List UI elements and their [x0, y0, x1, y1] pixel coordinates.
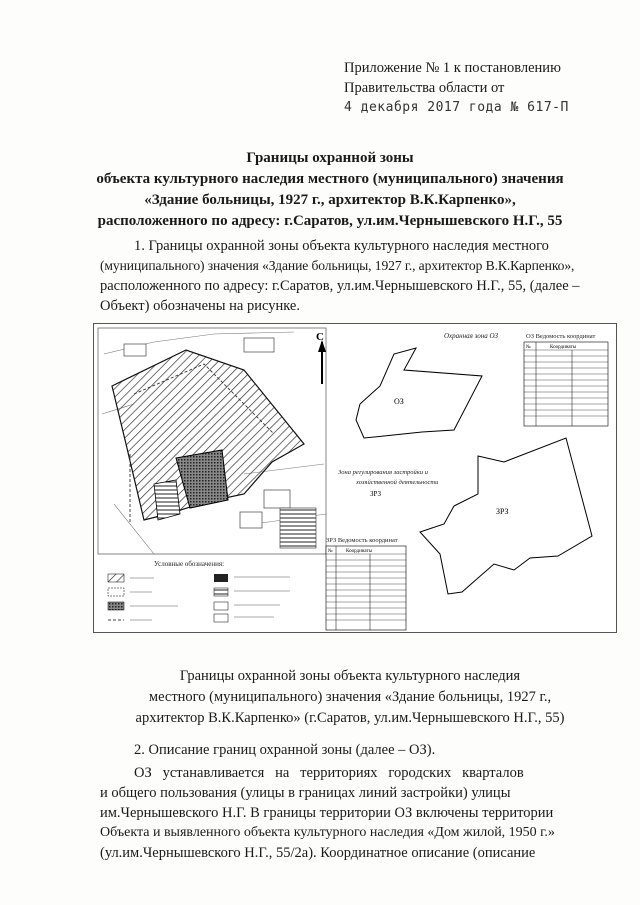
map-legend	[108, 560, 290, 622]
oz-coordinates-table	[524, 333, 608, 426]
appendix-line-1: Приложение № 1 к постановлению	[344, 60, 561, 76]
caption-line-3: архитектор В.К.Карпенко» (г.Саратов, ул.им.Чернышевского Н.Г., 55)	[135, 710, 565, 726]
site-plan	[98, 328, 326, 554]
section-2-line-3: им.Чернышевского Н.Г. В границы территории ОЗ включены территории	[100, 805, 554, 821]
zrz-table-header-number: №	[328, 549, 333, 554]
document-title	[60, 148, 600, 232]
appendix-header	[344, 58, 624, 118]
section-2-paragraph	[100, 740, 598, 863]
section-1-line-4: Объект) обозначены на рисунке.	[100, 298, 300, 314]
appendix-date-stamp: 4 декабря 2017 года № 617-П	[344, 100, 569, 115]
zrz-table-header-coords: Координаты	[346, 549, 373, 554]
section-1-line-2: (муниципального) значения «Здание больницы, 1927 г., архитектор В.К.Карпенко»,	[100, 258, 575, 273]
section-1-line-3: расположенного по адресу: г.Саратов, ул.им.Чернышевского Н.Г., 55, (далее –	[100, 278, 580, 294]
title-line-3: «Здание больницы, 1927 г., архитектор В.К.Карпенко»,	[144, 192, 516, 208]
zrz-zone-label: ЗРЗ	[496, 507, 509, 516]
section-2-line-2: и общего пользования (улицы в границах линий застройки) улицы	[100, 785, 511, 801]
oz-zone-label: ОЗ	[394, 397, 404, 406]
oz-outline-title: Охранная зона ОЗ	[444, 332, 498, 340]
section-2-line-1: ОЗ устанавливается на территориях городских кварталов	[134, 765, 524, 781]
oz-table-title: ОЗ Ведомость координат	[526, 333, 596, 340]
title-line-4: расположенного по адресу: г.Саратов, ул.им.Чернышевского Н.Г., 55	[97, 213, 563, 229]
boundary-map-drawing	[94, 324, 616, 632]
section-2-line-4: Объекта и выявленного объекта культурного наследия «Дом жилой, 1950 г.»	[100, 825, 555, 840]
zrz-title-line-1: Зона регулирования застройки и	[338, 469, 428, 476]
figure-caption	[100, 666, 600, 729]
title-line-1: Границы охранной зоны	[246, 150, 414, 166]
appendix-line-2: Правительства области от	[344, 80, 505, 96]
oz-table-header-number: №	[526, 345, 531, 350]
oz-boundary-outline	[356, 332, 499, 438]
caption-line-2: местного (муниципального) значения «Здание больницы, 1927 г.,	[148, 689, 552, 705]
zrz-label-top: ЗРЗ	[370, 490, 381, 498]
zrz-coordinates-table	[326, 537, 406, 630]
zrz-title-line-2: хозяйственной деятельности	[356, 479, 439, 486]
section-1-paragraph	[100, 236, 598, 316]
zrz-table-title: ЗРЗ Ведомость координат	[326, 537, 398, 544]
north-label: С	[316, 331, 324, 343]
oz-table-header-coords: Координаты	[550, 345, 577, 350]
section-1-line-1: 1. Границы охранной зоны объекта культурного наследия местного	[134, 238, 549, 254]
legend-title: Условные обозначения:	[154, 560, 225, 568]
title-line-2: объекта культурного наследия местного (муниципального) значения	[96, 171, 564, 187]
caption-line-1: Границы охранной зоны объекта культурного наследия	[179, 668, 521, 684]
section-2-heading: 2. Описание границ охранной зоны (далее – ОЗ).	[134, 742, 436, 758]
boundary-map-figure	[93, 323, 617, 633]
section-2-line-5: (ул.им.Чернышевского Н.Г., 55/2а). Координатное описание (описание	[100, 845, 536, 861]
